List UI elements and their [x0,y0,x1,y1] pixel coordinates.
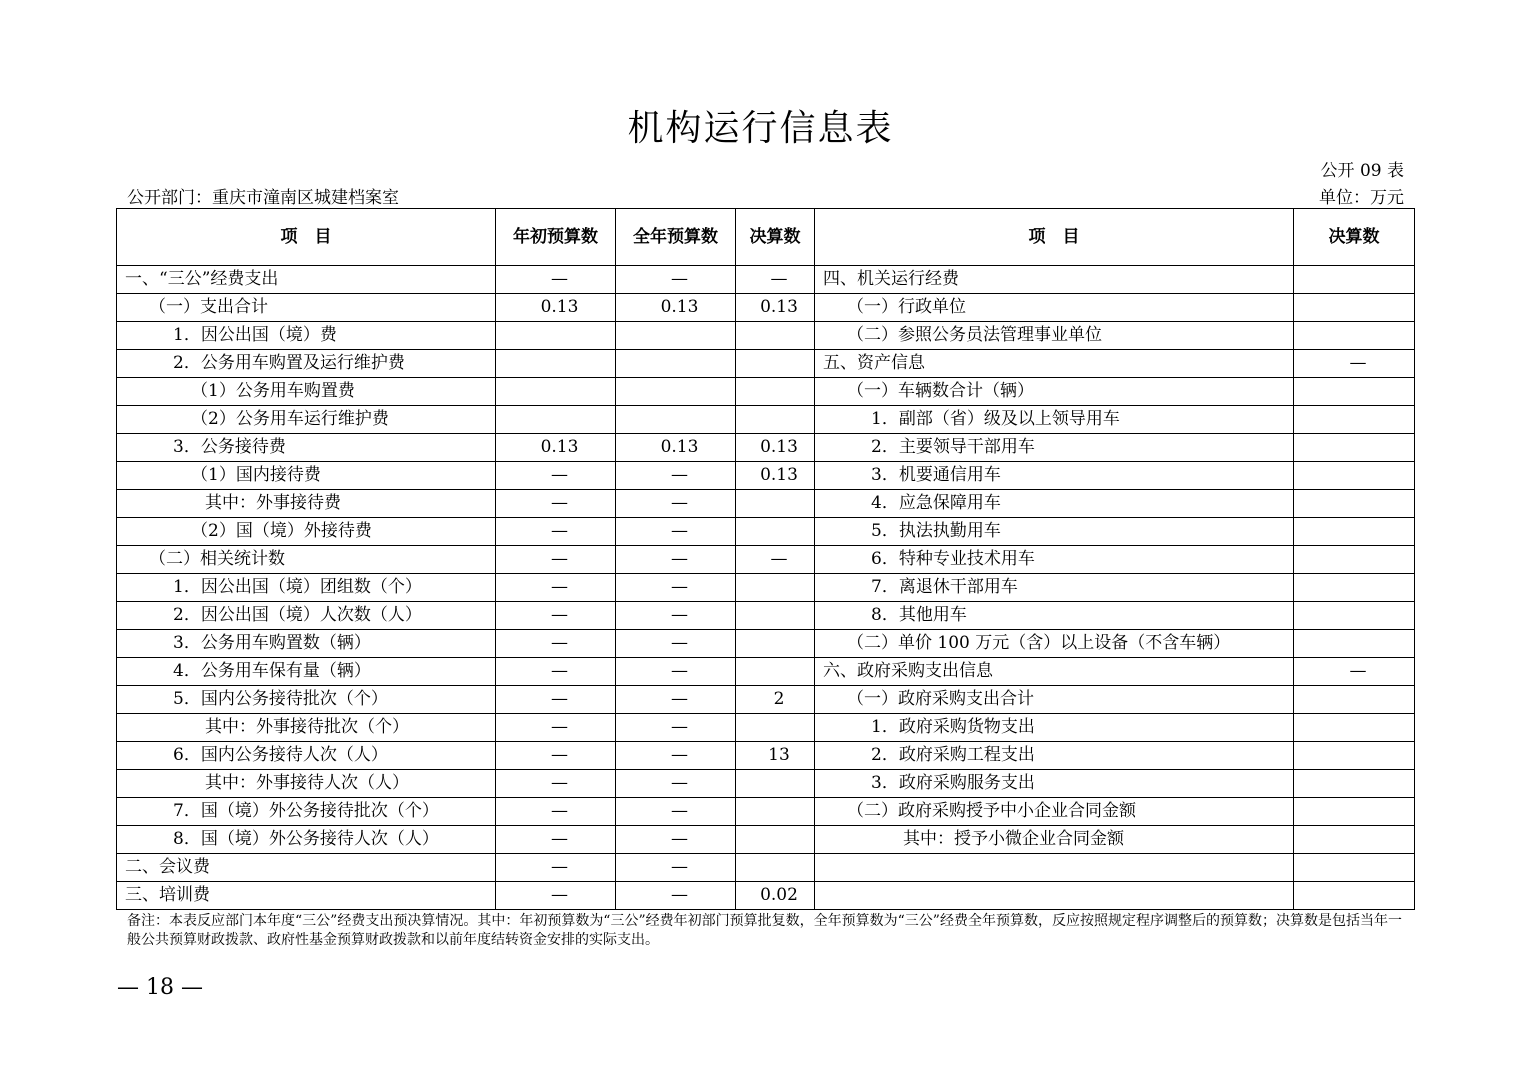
cell-item-left: 其中：外事接待人次（人） [117,770,496,798]
cell-final-right [1294,826,1415,854]
table-row [117,462,1415,490]
cell-initial-budget [496,350,616,378]
footnote: 备注：本表反应部门本年度“三公”经费支出预决算情况。其中：年初预算数为“三公”经费年初部门预算批复数，全年预算数为“三公”经费全年预算数，反应按照规定程序调整后的预算数；决算数是包括当年一般公共预算财政拨款、政府性基金预算财政拨款和以前年度结转资金安排的实际支出。 [127,913,1402,948]
cell-item-left: 6．国内公务接待人次（人） [117,742,496,770]
table-row [117,378,1415,406]
table-row [117,322,1415,350]
header-final-right: 决算数 [1294,209,1415,266]
cell-initial-budget: — [496,518,616,546]
cell-initial-budget: — [496,602,616,630]
table-row [117,518,1415,546]
cell-item-right: 五、资产信息 [815,350,1294,378]
cell-final [736,378,815,406]
cell-full-budget: — [616,602,736,630]
table-body [117,266,1415,910]
cell-full-budget: — [616,658,736,686]
cell-item-left: 其中：外事接待批次（个） [117,714,496,742]
form-number: 公开 09 表 [1320,161,1404,181]
header-final: 决算数 [736,209,815,266]
cell-item-left: 二、会议费 [117,854,496,882]
table-row [117,882,1415,910]
cell-full-budget: — [616,462,736,490]
cell-item-right: （二）政府采购授予中小企业合同金额 [815,798,1294,826]
cell-item-right [815,854,1294,882]
table-row [117,546,1415,574]
cell-full-budget: — [616,770,736,798]
cell-final-right [1294,518,1415,546]
cell-item-right: （一）行政单位 [815,294,1294,322]
cell-item-left: 5．国内公务接待批次（个） [117,686,496,714]
cell-final [736,658,815,686]
cell-final-right [1294,266,1415,294]
cell-initial-budget: — [496,630,616,658]
cell-item-right: 1．政府采购货物支出 [815,714,1294,742]
cell-full-budget [616,322,736,350]
cell-item-right: 1．副部（省）级及以上领导用车 [815,406,1294,434]
cell-final [736,322,815,350]
cell-final-right [1294,574,1415,602]
cell-full-budget [616,406,736,434]
department-label: 公开部门：重庆市潼南区城建档案室 [127,188,399,208]
cell-final-right [1294,294,1415,322]
cell-full-budget: — [616,574,736,602]
cell-full-budget: — [616,546,736,574]
cell-item-left: （一）支出合计 [117,294,496,322]
table-row [117,490,1415,518]
cell-initial-budget: — [496,658,616,686]
cell-initial-budget: — [496,546,616,574]
cell-final [736,630,815,658]
cell-final-right [1294,686,1415,714]
cell-item-left: 三、培训费 [117,882,496,910]
cell-item-right: 6．特种专业技术用车 [815,546,1294,574]
cell-full-budget: 0.13 [616,434,736,462]
cell-item-left: 一、“三公”经费支出 [117,266,496,294]
cell-final: — [736,266,815,294]
cell-item-right: 2．政府采购工程支出 [815,742,1294,770]
cell-item-right: 四、机关运行经费 [815,266,1294,294]
cell-final-right [1294,742,1415,770]
cell-item-right: 3．机要通信用车 [815,462,1294,490]
cell-final-right [1294,462,1415,490]
table-row [117,770,1415,798]
table-row [117,574,1415,602]
cell-item-left: （二）相关统计数 [117,546,496,574]
cell-final-right [1294,406,1415,434]
cell-full-budget [616,378,736,406]
cell-item-right: 2．主要领导干部用车 [815,434,1294,462]
cell-full-budget: — [616,686,736,714]
cell-final-right [1294,630,1415,658]
cell-initial-budget: — [496,266,616,294]
page-number: — 18 — [117,975,203,1000]
cell-final-right [1294,882,1415,910]
cell-item-left: 7．国（境）外公务接待批次（个） [117,798,496,826]
cell-final [736,770,815,798]
table-row [117,742,1415,770]
cell-initial-budget: — [496,882,616,910]
table-row [117,406,1415,434]
cell-item-left: 1．因公出国（境）团组数（个） [117,574,496,602]
cell-final [736,798,815,826]
cell-item-left: 3．公务接待费 [117,434,496,462]
table-header-row [117,209,1415,266]
cell-final: 0.13 [736,434,815,462]
cell-item-right: 其中：授予小微企业合同金额 [815,826,1294,854]
cell-initial-budget: — [496,490,616,518]
cell-full-budget: — [616,826,736,854]
cell-full-budget: — [616,630,736,658]
page-title: 机构运行信息表 [627,108,894,149]
cell-final-right [1294,854,1415,882]
cell-final-right: — [1294,658,1415,686]
cell-full-budget: — [616,882,736,910]
cell-item-left: （1）国内接待费 [117,462,496,490]
table-row [117,602,1415,630]
cell-final: 0.13 [736,462,815,490]
cell-item-right [815,882,1294,910]
header-full-budget: 全年预算数 [616,209,736,266]
cell-full-budget: — [616,490,736,518]
cell-initial-budget [496,322,616,350]
table-row [117,294,1415,322]
cell-final [736,574,815,602]
cell-item-right: （二）单价 100 万元（含）以上设备（不含车辆） [815,630,1294,658]
cell-full-budget: — [616,714,736,742]
cell-item-left: 3．公务用车购置数（辆） [117,630,496,658]
cell-item-right: 5．执法执勤用车 [815,518,1294,546]
table-row [117,686,1415,714]
cell-final: — [736,546,815,574]
cell-final-right [1294,378,1415,406]
header-item: 项 目 [117,209,496,266]
cell-final [736,602,815,630]
cell-initial-budget: — [496,462,616,490]
table-row [117,798,1415,826]
cell-item-left: 2．因公出国（境）人次数（人） [117,602,496,630]
cell-initial-budget: — [496,686,616,714]
cell-item-left: （1）公务用车购置费 [117,378,496,406]
header-item-right: 项 目 [815,209,1294,266]
cell-item-left: 8．国（境）外公务接待人次（人） [117,826,496,854]
table-row [117,350,1415,378]
cell-initial-budget: — [496,770,616,798]
cell-item-left: 其中：外事接待费 [117,490,496,518]
cell-full-budget: 0.13 [616,294,736,322]
cell-final: 13 [736,742,815,770]
cell-item-right: 8．其他用车 [815,602,1294,630]
table-row [117,826,1415,854]
cell-initial-budget: — [496,742,616,770]
cell-full-budget: — [616,266,736,294]
cell-final-right [1294,770,1415,798]
cell-final [736,350,815,378]
cell-final-right: — [1294,350,1415,378]
info-table [116,208,1415,910]
cell-final [736,406,815,434]
cell-item-right: （一）政府采购支出合计 [815,686,1294,714]
cell-initial-budget: — [496,714,616,742]
cell-initial-budget: — [496,826,616,854]
cell-item-right: （二）参照公务员法管理事业单位 [815,322,1294,350]
cell-full-budget: — [616,742,736,770]
cell-full-budget: — [616,854,736,882]
cell-item-right: 7．离退休干部用车 [815,574,1294,602]
cell-final: 0.13 [736,294,815,322]
cell-final [736,826,815,854]
table-row [117,714,1415,742]
cell-final [736,518,815,546]
table-row [117,630,1415,658]
cell-item-right: 4．应急保障用车 [815,490,1294,518]
cell-final-right [1294,434,1415,462]
cell-final: 2 [736,686,815,714]
cell-item-right: （一）车辆数合计（辆） [815,378,1294,406]
cell-item-left: 1．因公出国（境）费 [117,322,496,350]
unit-label: 单位：万元 [1319,188,1404,208]
table-row [117,658,1415,686]
cell-final-right [1294,322,1415,350]
header-initial-budget: 年初预算数 [496,209,616,266]
cell-final: 0.02 [736,882,815,910]
cell-item-right: 3．政府采购服务支出 [815,770,1294,798]
cell-initial-budget: 0.13 [496,434,616,462]
table-row [117,434,1415,462]
cell-initial-budget: — [496,854,616,882]
cell-final-right [1294,798,1415,826]
cell-full-budget [616,350,736,378]
cell-item-left: （2）国（境）外接待费 [117,518,496,546]
table-row [117,266,1415,294]
cell-final-right [1294,490,1415,518]
cell-full-budget: — [616,798,736,826]
cell-final [736,714,815,742]
cell-initial-budget [496,378,616,406]
cell-full-budget: — [616,518,736,546]
table-row [117,854,1415,882]
cell-final-right [1294,714,1415,742]
cell-final-right [1294,546,1415,574]
cell-initial-budget [496,406,616,434]
cell-final [736,490,815,518]
cell-item-left: （2）公务用车运行维护费 [117,406,496,434]
cell-item-right: 六、政府采购支出信息 [815,658,1294,686]
cell-final-right [1294,602,1415,630]
cell-item-left: 2．公务用车购置及运行维护费 [117,350,496,378]
cell-initial-budget: — [496,798,616,826]
cell-initial-budget: 0.13 [496,294,616,322]
cell-item-left: 4．公务用车保有量（辆） [117,658,496,686]
cell-final [736,854,815,882]
cell-initial-budget: — [496,574,616,602]
